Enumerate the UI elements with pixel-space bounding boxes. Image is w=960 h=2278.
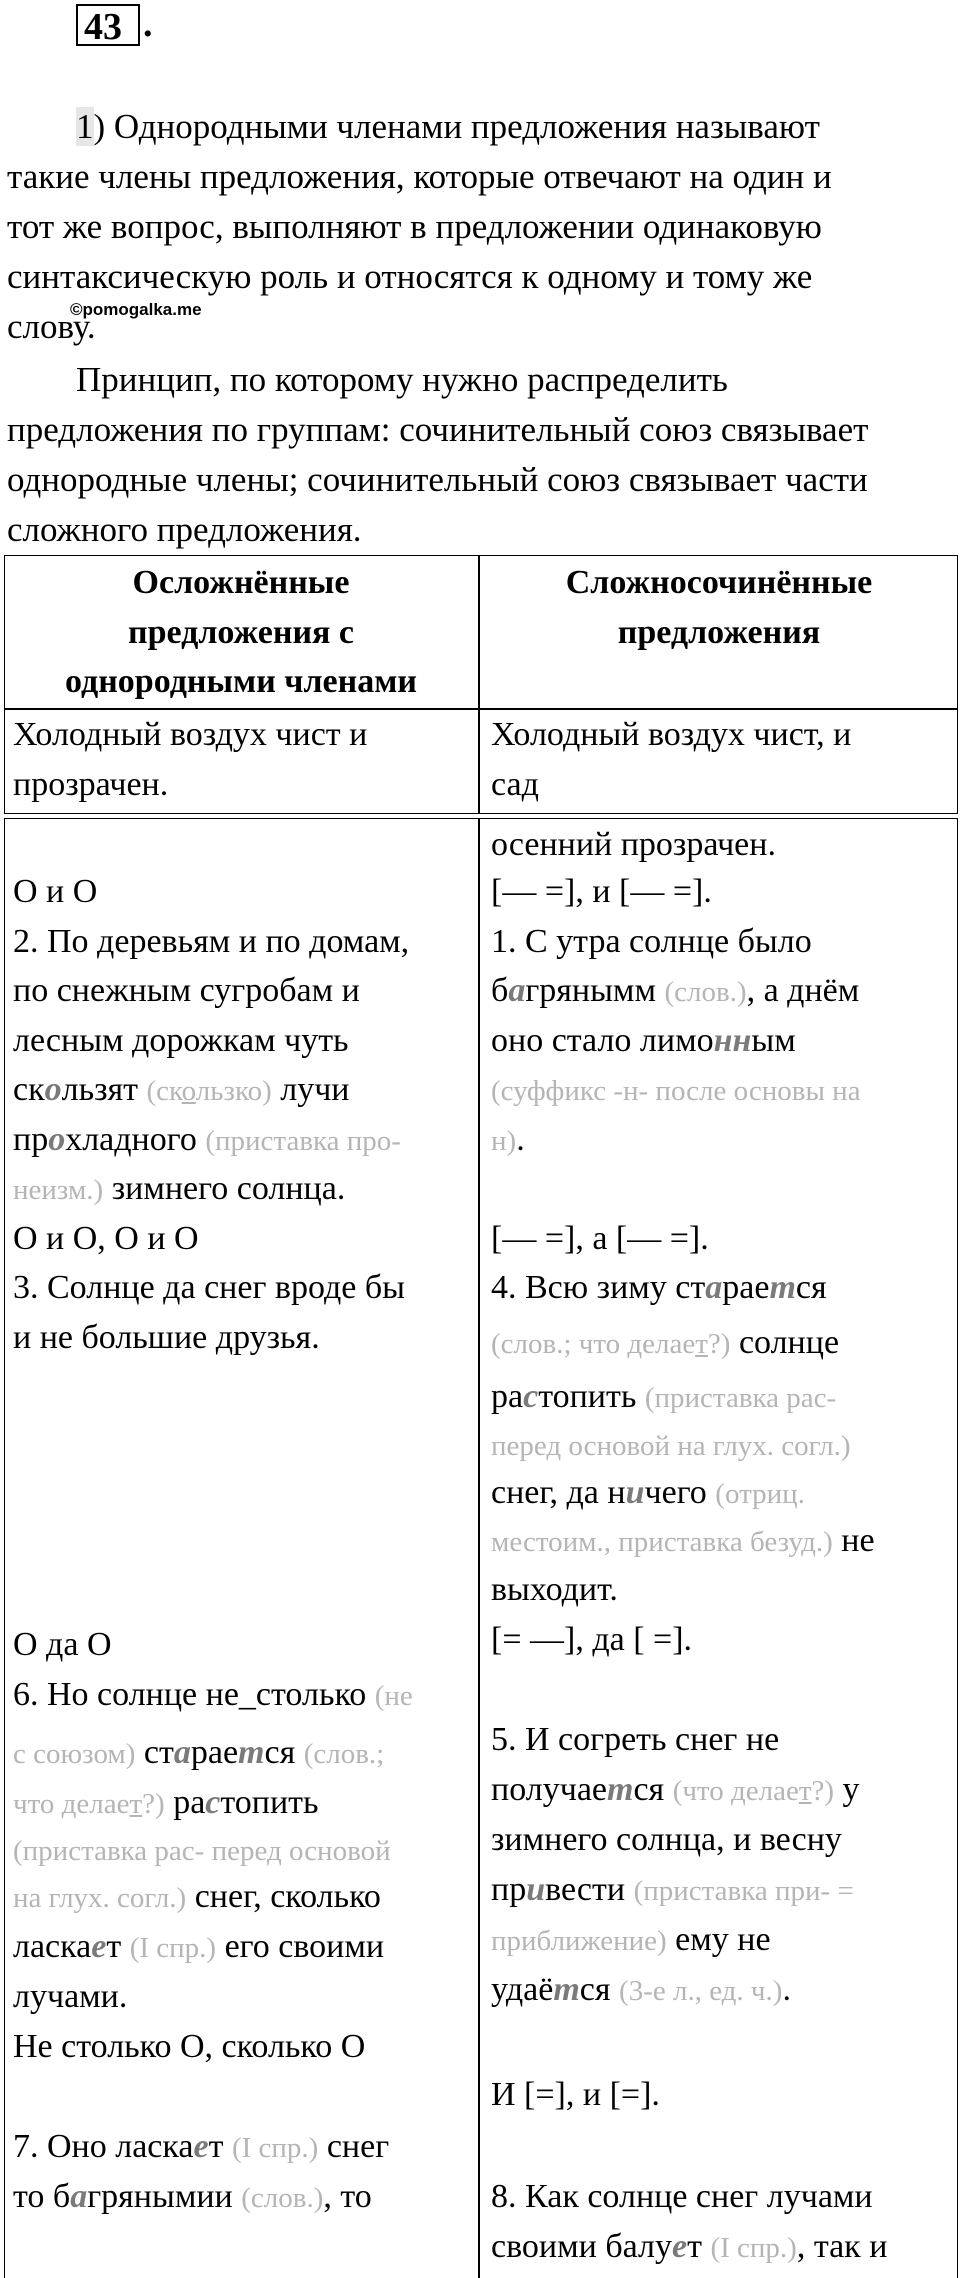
intro-line: слову. (7, 307, 96, 346)
line: осенний прозрачен. (491, 826, 776, 863)
line: растопить (приставка рас- (491, 1378, 837, 1415)
line: местоим., приставка безуд.) не (491, 1522, 875, 1559)
line: получается (что делает?) у (491, 1771, 860, 1808)
line: на глух. согл.) снег, сколько (13, 1878, 381, 1915)
header-col2: Сложносочинённые предложения (565, 564, 873, 651)
line: О и О (13, 873, 98, 910)
line: лесным дорожкам чуть (13, 1022, 349, 1059)
line: и не большие друзья. (13, 1319, 320, 1356)
intro-line: тот же вопрос, выполняют в предложении одинаковую (7, 207, 822, 246)
line: приближение) ему не (491, 1921, 771, 1958)
line: 3. Солнце да снег вроде бы (13, 1269, 405, 1306)
line: (суффикс -н- после основы на (491, 1075, 861, 1107)
line: перед основой на глух. согл.) (491, 1430, 851, 1462)
line: 4. Всю зиму старается (491, 1269, 827, 1306)
line: 5. И согреть снег не (491, 1721, 780, 1758)
line: И [=], и [=]. (491, 2076, 660, 2113)
line: 2. По деревьям и по домам, (13, 923, 410, 960)
line: удаётся (3-е л., ед. ч.). (491, 1971, 791, 2008)
line: снег, да ничего (отриц. (491, 1474, 805, 1511)
column-divider (478, 818, 480, 2278)
intro-line: сложного предложения. (7, 510, 362, 549)
intro-line: Принцип, по которому нужно распределить (76, 360, 728, 399)
line: выходит. (491, 1571, 618, 1608)
intro-line: предложения по группам: сочинительный союз связывает (7, 410, 869, 449)
line: [= —], да [ =]. (491, 1621, 693, 1658)
line: лучами. (13, 1978, 128, 2015)
line: (приставка рас- перед основой (13, 1835, 391, 1867)
line: по снежным сугробам и (13, 972, 360, 1009)
line: 1. С утра солнце было (491, 923, 812, 960)
line: то багрянымии (слов.), то (13, 2178, 372, 2215)
exercise-number: 43 (76, 4, 140, 46)
line: неизм.) зимнего солнца. (13, 1170, 346, 1207)
line: 8. Как солнце снег лучами (491, 2178, 873, 2215)
item-number: 1 (76, 107, 94, 146)
line: прохладного (приставка про- (13, 1121, 401, 1158)
row1-col1: Холодный воздух чист и прозрачен. (13, 716, 368, 803)
intro-line: 1) Однородными членами предложения называют (76, 107, 820, 146)
exercise-number-dot: . (143, 3, 153, 45)
intro-line: синтаксическую роль и относятся к одному и тому же (7, 257, 813, 296)
line: зимнего солнца, и весну (491, 1821, 842, 1858)
intro-line: однородные члены; сочинительный союз связывает части (7, 460, 868, 499)
line: с союзом) старается (слов.; (13, 1734, 385, 1771)
line: 7. Оно ласкает (I спр.) снег (13, 2128, 390, 2165)
line: ласкает (I спр.) его своими (13, 1928, 385, 1965)
line: багрянымм (слов.), а днём (491, 972, 860, 1009)
watermark: ©pomogalka.me (70, 300, 202, 319)
line: Не столько О, сколько О (13, 2028, 366, 2065)
line: н). (491, 1121, 525, 1158)
intro-line: такие члены предложения, которые отвечают на один и (7, 157, 832, 196)
line: оно стало лимонным (491, 1022, 796, 1059)
line: [— =], и [— =]. (491, 873, 712, 910)
line: привести (приставка при- = (491, 1871, 854, 1908)
line: О и О, О и О (13, 1220, 199, 1257)
line: О да О (13, 1626, 112, 1663)
row1-col2: Холодный воздух чист, и сад (491, 716, 852, 803)
line: (слов.; что делает?) солнце (491, 1324, 840, 1361)
line: 6. Но солнце не_столько (не (13, 1676, 413, 1713)
line: своими балует (I спр.), так и (491, 2228, 888, 2265)
header-col1: Осложнённые предложения с однородными членами (64, 564, 417, 700)
line: [— =], а [— =]. (491, 1220, 709, 1257)
line: скользят (скользко) лучи (13, 1071, 350, 1108)
line: что делает?) растопить (13, 1784, 319, 1821)
